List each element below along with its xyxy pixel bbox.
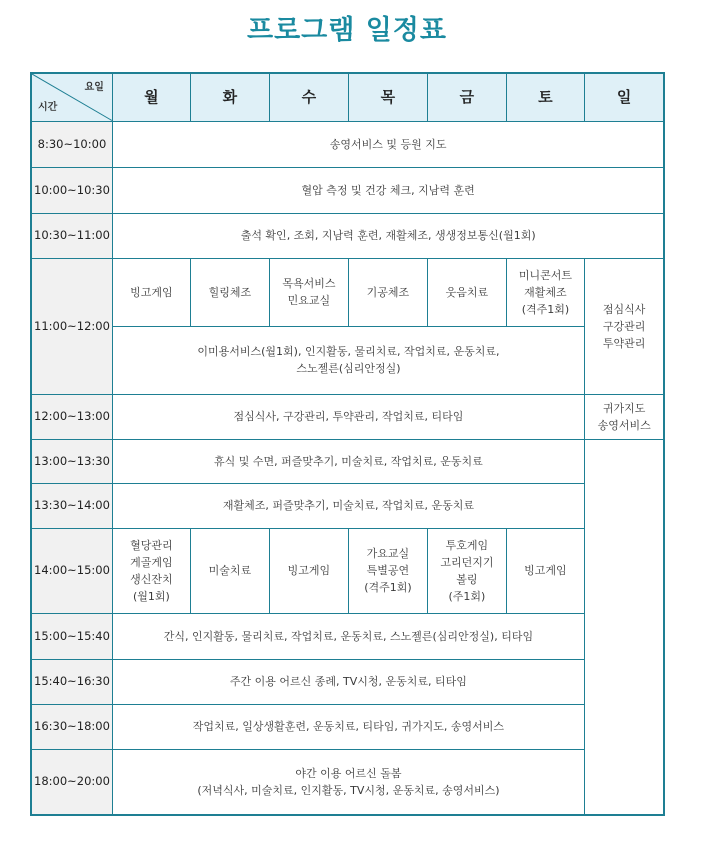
time-cell: 15:00~15:40 <box>31 613 112 659</box>
day-header-mon: 월 <box>112 73 190 121</box>
sunday-empty-cell <box>584 439 664 815</box>
activity-cell-mon: 혈당관리 게골게임 생신잔치 (월1회) <box>112 528 190 613</box>
activity-cell-mon: 빙고게임 <box>112 258 190 326</box>
activity-cell: 작업치료, 일상생활훈련, 운동치료, 티타임, 귀가지도, 송영서비스 <box>112 704 584 749</box>
schedule-row <box>31 121 664 167</box>
schedule-row <box>31 213 664 258</box>
activity-cell: 재활체조, 퍼즐맞추기, 미술치료, 작업치료, 운동치료 <box>112 483 584 528</box>
schedule-row <box>31 528 664 613</box>
activity-cell-wed: 빙고게임 <box>269 528 348 613</box>
page-title: 프로그램 일정표 <box>247 15 447 46</box>
time-cell: 8:30~10:00 <box>31 121 112 167</box>
activity-cell-wed: 목욕서비스 민요교실 <box>269 258 348 326</box>
schedule-row <box>31 749 664 815</box>
time-cell: 13:30~14:00 <box>31 483 112 528</box>
activity-cell-sat: 빙고게임 <box>506 528 584 613</box>
header-row <box>31 73 664 121</box>
day-header-sun: 일 <box>584 73 664 121</box>
schedule-row <box>31 483 664 528</box>
activity-cell: 야간 이용 어르신 돌봄 (저녁식사, 미술치료, 인지활동, TV시청, 운동치료, 송영서비스) <box>112 749 584 815</box>
time-cell: 16:30~18:00 <box>31 704 112 749</box>
time-cell: 10:00~10:30 <box>31 167 112 213</box>
activity-cell-tue: 힐링체조 <box>190 258 269 326</box>
activity-cell-sat: 미니콘서트 재활체조 (격주1회) <box>506 258 584 326</box>
day-header-wed: 수 <box>269 73 348 121</box>
activity-cell-thu: 기공체조 <box>348 258 427 326</box>
activity-cell: 주간 이용 어르신 종례, TV시청, 운동치료, 티타임 <box>112 659 584 704</box>
time-cell: 14:00~15:00 <box>31 528 112 613</box>
activity-cell-thu: 가요교실 특별공연 (격주1회) <box>348 528 427 613</box>
activity-cell: 간식, 인지활동, 물리치료, 작업치료, 운동치료, 스노젤른(심리안정실), 티타임 <box>112 613 584 659</box>
day-header-sat: 토 <box>506 73 584 121</box>
corner-header <box>31 73 112 121</box>
time-cell: 15:40~16:30 <box>31 659 112 704</box>
activity-cell: 휴식 및 수면, 퍼즐맞추기, 미술치료, 작업치료, 운동치료 <box>112 439 584 483</box>
time-cell: 18:00~20:00 <box>31 749 112 815</box>
schedule-row <box>31 394 664 439</box>
schedule-table <box>30 72 665 816</box>
activity-cell-shared: 이미용서비스(월1회), 인지활동, 물리치료, 작업치료, 운동치료, 스노젤른(심리안정실) <box>112 326 584 394</box>
corner-time-label: 시간 <box>38 101 58 113</box>
schedule-row <box>31 659 664 704</box>
activity-cell: 출석 확인, 조회, 지남력 훈련, 재활체조, 생생정보통신(월1회) <box>112 213 664 258</box>
time-cell: 13:00~13:30 <box>31 439 112 483</box>
day-header-tue: 화 <box>190 73 269 121</box>
activity-cell-fri: 투호게임 고리던지기 볼링 (주1회) <box>427 528 506 613</box>
day-header-fri: 금 <box>427 73 506 121</box>
activity-cell: 혈압 측정 및 건강 체크, 지남력 훈련 <box>112 167 664 213</box>
activity-cell: 점심식사, 구강관리, 투약관리, 작업치료, 티타임 <box>112 394 584 439</box>
activity-cell-fri: 웃음치료 <box>427 258 506 326</box>
activity-cell-sun: 점심식사 구강관리 투약관리 <box>584 258 664 394</box>
schedule-row <box>31 167 664 213</box>
activity-cell: 송영서비스 및 등원 지도 <box>112 121 664 167</box>
schedule-row <box>31 613 664 659</box>
day-header-thu: 목 <box>348 73 427 121</box>
time-cell: 12:00~13:00 <box>31 394 112 439</box>
time-cell: 11:00~12:00 <box>31 258 112 394</box>
schedule-row <box>31 258 664 326</box>
corner-day-label: 요일 <box>84 82 104 93</box>
time-cell: 10:30~11:00 <box>31 213 112 258</box>
schedule-row <box>31 326 664 394</box>
activity-cell-tue: 미술치료 <box>190 528 269 613</box>
schedule-row <box>31 439 664 483</box>
activity-cell-sun: 귀가지도 송영서비스 <box>584 394 664 439</box>
schedule-row <box>31 704 664 749</box>
